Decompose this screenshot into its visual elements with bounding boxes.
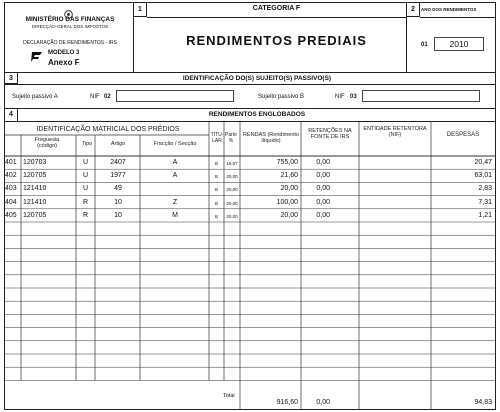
row-artigo: 2407 xyxy=(110,159,126,166)
row-parte: 20,00 xyxy=(226,213,238,219)
main-title: RENDIMENTOS PREDIAIS xyxy=(186,33,367,48)
row-fraccao: A xyxy=(172,172,178,180)
row-tipo: R xyxy=(82,198,89,206)
total-despesas: 94,83 xyxy=(474,399,492,406)
row-retencoes: 0,00 xyxy=(316,172,330,180)
year-value: 2010 xyxy=(449,39,469,49)
row-retencoes: 0,00 xyxy=(316,211,330,219)
row-artigo: 1977 xyxy=(110,172,126,180)
header-fraccao: Fracção / Secção xyxy=(153,141,197,147)
year-field-number: 01 xyxy=(421,42,428,48)
header-rendas: RENDAS (Rendimento ilíquido) xyxy=(243,132,299,144)
row-tipo: U xyxy=(82,185,89,193)
directorate-name: DIRECÇÃO-GERAL DOS IMPOSTOS xyxy=(31,24,109,29)
row-despesas: 63,01 xyxy=(474,172,492,180)
row-parte: 16,67 xyxy=(226,161,238,166)
row-freguesia: 120703 xyxy=(23,159,47,166)
row-retencoes: 0,00 xyxy=(316,159,330,166)
header-property-identification: IDENTIFICAÇÃO MATRICIAL DOS PRÉDIOS xyxy=(36,126,180,133)
row-rendas: 20,00 xyxy=(280,211,298,219)
row-num: 401 xyxy=(5,159,17,166)
taxpayer-b-label: Sujeito passivo B xyxy=(258,94,305,100)
row-rendas: 20,00 xyxy=(280,185,298,193)
row-titular: B xyxy=(214,213,218,219)
row-tipo: U xyxy=(82,159,89,166)
category-title: CATEGORIA F xyxy=(252,5,301,12)
section4-number: 4 xyxy=(9,111,13,118)
row-despesas: 7,31 xyxy=(478,198,492,206)
taxpayer-b-field-number: 03 xyxy=(350,94,357,100)
income-table xyxy=(4,121,496,410)
taxpayer-a-nif-input[interactable] xyxy=(116,90,234,102)
row-artigo: 10 xyxy=(114,198,122,206)
coat-of-arms-icon xyxy=(64,6,73,15)
row-rendas: 21,60 xyxy=(280,172,298,180)
row-despesas: 20,47 xyxy=(474,159,492,166)
taxpayer-a-nif-label: NIF xyxy=(90,94,100,100)
row-titular: B xyxy=(214,174,218,180)
row-fraccao: M xyxy=(172,211,178,219)
section3-bottom-line xyxy=(4,108,496,109)
header-freguesia: Freguesia (código) xyxy=(34,137,60,149)
section3-title: IDENTIFICAÇÃO DO(S) SUJEITO(S) PASSIVO(S) xyxy=(182,75,332,82)
section4-title: RENDIMENTOS ENGLOBADOS xyxy=(208,111,306,118)
row-rendas: 755,00 xyxy=(276,159,298,166)
row-titular: B xyxy=(214,187,218,193)
total-rendas: 916,60 xyxy=(276,399,298,406)
header-tipo: Tipo xyxy=(81,141,93,147)
declaration-label: DECLARAÇÃO DE RENDIMENTOS - IRS xyxy=(23,40,117,46)
row-num: 402 xyxy=(5,172,17,180)
header-titular: TITU-LAR xyxy=(210,132,224,144)
row-num: 405 xyxy=(5,211,17,219)
total-label: Total xyxy=(223,393,235,399)
row-fraccao: A xyxy=(172,159,178,166)
taxpayer-a-field-number: 02 xyxy=(104,94,111,100)
row-freguesia: 120705 xyxy=(23,211,47,219)
row-parte: 20,00 xyxy=(226,174,238,180)
row-artigo: 10 xyxy=(114,211,122,219)
row-freguesia: 120705 xyxy=(23,172,47,180)
year-underline xyxy=(420,17,496,18)
row-tipo: R xyxy=(82,211,89,219)
dgci-logo-icon xyxy=(30,50,44,62)
taxpayer-b-nif-label: NIF xyxy=(335,94,345,100)
year-label: ANO DOS RENDIMENTOS xyxy=(421,7,477,12)
row-freguesia: 121410 xyxy=(23,198,47,206)
section3-number: 3 xyxy=(9,75,13,82)
category-underline xyxy=(147,17,406,18)
row-freguesia: 121410 xyxy=(23,185,47,193)
row-parte: 20,00 xyxy=(226,200,238,206)
header-artigo: Artigo xyxy=(110,141,126,147)
row-despesas: 2,83 xyxy=(478,185,492,193)
total-retencoes: 0,00 xyxy=(316,399,330,406)
header-parte: Parte % xyxy=(225,132,237,144)
row-num: 403 xyxy=(5,185,17,193)
header-entidade: ENTIDADE RETENTORA (NIF) xyxy=(363,126,427,138)
row-retencoes: 0,00 xyxy=(316,198,330,206)
header-bottom-line xyxy=(4,72,496,73)
taxpayer-b-nif-input[interactable] xyxy=(362,90,480,102)
box2-number: 2 xyxy=(411,6,415,13)
header-despesas: DESPESAS xyxy=(446,132,480,138)
section3-title-line xyxy=(4,84,496,85)
row-fraccao: Z xyxy=(172,198,178,206)
box1-number: 1 xyxy=(138,6,142,13)
row-num: 404 xyxy=(5,198,17,206)
row-rendas: 100,00 xyxy=(276,198,298,206)
row-artigo: 49 xyxy=(114,185,122,193)
row-tipo: U xyxy=(82,172,89,180)
taxpayer-a-label: Sujeito passivo A xyxy=(12,94,58,100)
ministry-name: MINISTÉRIO DAS FINANÇAS xyxy=(25,16,115,23)
header-retencoes: RETENÇÕES NA FONTE DE IRS xyxy=(308,128,352,140)
row-parte: 20,00 xyxy=(226,187,238,193)
annex-label: Anexo F xyxy=(48,58,80,67)
row-titular: B xyxy=(214,161,218,166)
row-despesas: 1,21 xyxy=(478,211,492,219)
model-label: MODELO 3 xyxy=(48,50,80,56)
row-retencoes: 0,00 xyxy=(316,185,330,193)
row-titular: B xyxy=(214,200,218,206)
